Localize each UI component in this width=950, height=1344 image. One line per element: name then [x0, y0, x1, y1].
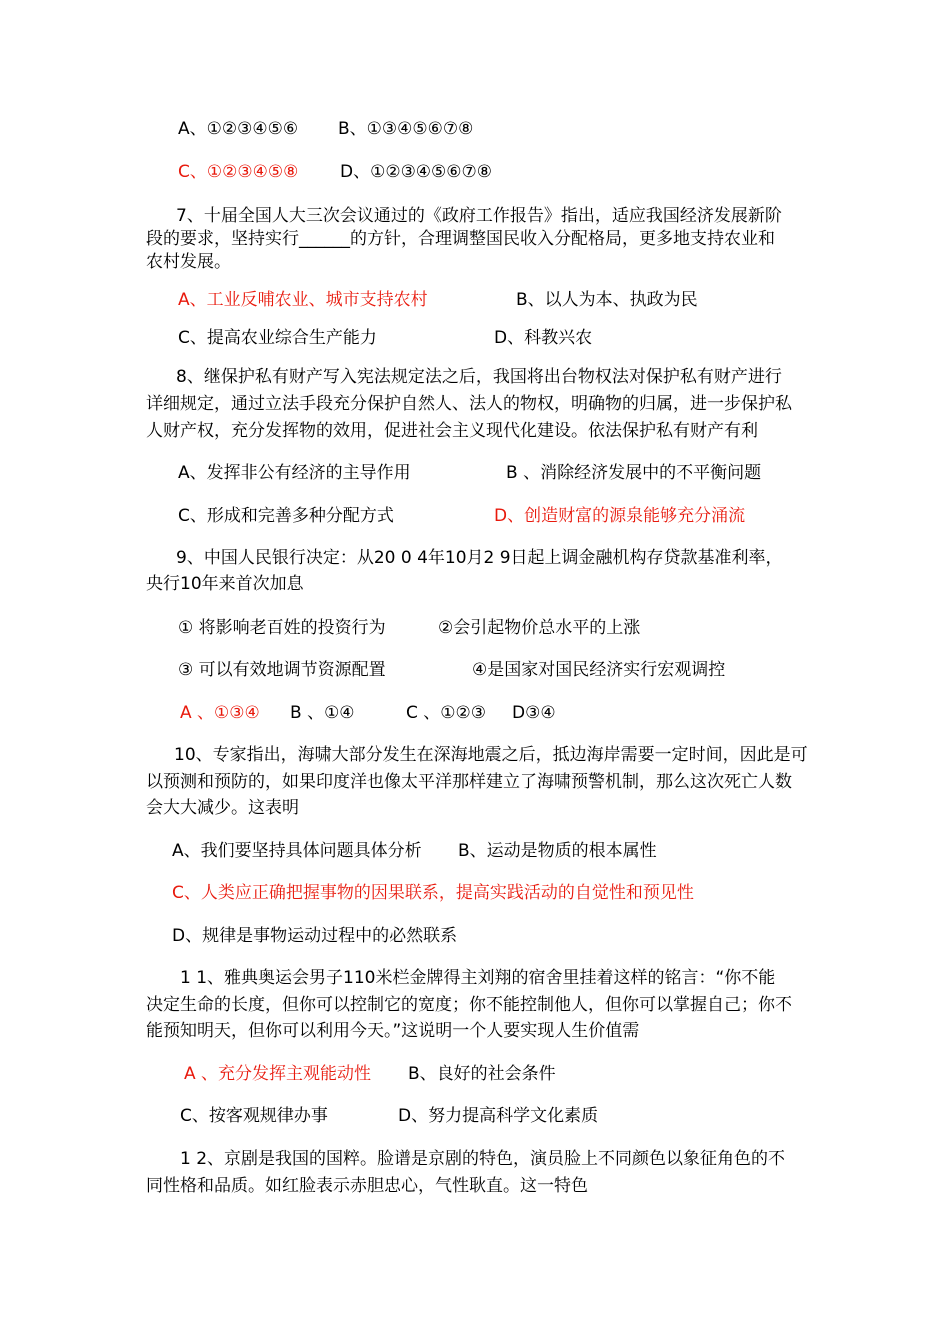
q8-stem-line3: 人财产权，充分发挥物的效用，促进社会主义现代化建设。依法保护私有财产有利 — [146, 421, 758, 441]
q9-statement-3: ③ 可以有效地调节资源配置 — [178, 660, 386, 680]
q8-stem-line2: 详细规定，通过立法手段充分保护自然人、法人的物权，明确物的归属，进一步保护私 — [146, 394, 792, 414]
q11-option-c: C、按客观规律办事 — [180, 1106, 328, 1126]
q8-option-d: D、创造财富的源泉能够充分涌流 — [494, 506, 746, 526]
q10-stem-line3: 会大大减少。这表明 — [146, 798, 299, 818]
q8-stem-line1: 8、继保护私有财产写入宪法规定法之后，我国将出台物权法对保护私有财产进行 — [176, 367, 782, 387]
q7-stem-line2: 段的要求，坚持实行______的方针，合理调整国民收入分配格局，更多地支持农业和 — [146, 229, 775, 249]
q8-option-b: B 、消除经济发展中的不平衡问题 — [506, 463, 762, 483]
q10-stem-line1: 10、专家指出，海啸大部分发生在深海地震之后，抵边海岸需要一定时间，因此是可 — [174, 745, 808, 765]
q11-stem-line1: 1 1、雅典奥运会男子110米栏金牌得主刘翔的宿舍里挂着这样的铭言：“你不能 — [180, 968, 776, 988]
q9-option-d: D③④ — [512, 703, 556, 723]
q9-stem-line1: 9、中国人民银行决定：从20 0 4年10月2 9日起上调金融机构存贷款基准利率， — [176, 548, 783, 568]
q11-stem-line2: 决定生命的长度，但你可以控制它的宽度；你不能控制他人，但你可以掌握自己；你不 — [146, 995, 792, 1015]
q9-option-a: A 、①③④ — [180, 703, 260, 723]
q7-option-a: A、工业反哺农业、城市支持农村 — [178, 290, 428, 310]
q6-option-a: A、①②③④⑤⑥ — [178, 119, 299, 139]
q10-stem-line2: 以预测和预防的，如果印度洋也像太平洋那样建立了海啸预警机制，那么这次死亡人数 — [146, 772, 792, 792]
q9-option-b: B 、①④ — [290, 703, 355, 723]
q9-statement-2: ②会引起物价总水平的上涨 — [438, 618, 641, 638]
q12-stem-line2: 同性格和品质。如红脸表示赤胆忠心，气性耿直。这一特色 — [146, 1176, 588, 1196]
q10-option-a: A、我们要坚持具体问题具体分析 — [172, 841, 422, 861]
q9-statement-4: ④是国家对国民经济实行宏观调控 — [472, 660, 726, 680]
q6-option-c: C、①②③④⑤⑧ — [178, 162, 299, 182]
q9-option-c: C 、①②③ — [406, 703, 486, 723]
q6-option-b: B、①③④⑤⑥⑦⑧ — [338, 119, 474, 139]
q7-stem-line3: 农村发展。 — [146, 252, 231, 272]
q7-option-d: D、科教兴农 — [494, 328, 593, 348]
q7-option-c: C、提高农业综合生产能力 — [178, 328, 377, 348]
q7-option-b: B、以人为本、执政为民 — [516, 290, 698, 310]
q12-stem-line1: 1 2、京剧是我国的国粹。脸谱是京剧的特色，演员脸上不同颜色以象征角色的不 — [180, 1149, 786, 1169]
q8-option-c: C、形成和完善多种分配方式 — [178, 506, 394, 526]
q11-option-a: A 、充分发挥主观能动性 — [184, 1064, 372, 1084]
q6-option-d: D、①②③④⑤⑥⑦⑧ — [340, 162, 493, 182]
q9-stem-line2: 央行10年来首次加息 — [146, 574, 304, 594]
q9-statement-1: ① 将影响老百姓的投资行为 — [178, 618, 386, 638]
q10-option-c: C、人类应正确把握事物的因果联系，提高实践活动的自觉性和预见性 — [172, 883, 694, 903]
q8-option-a: A、发挥非公有经济的主导作用 — [178, 463, 411, 483]
q11-option-d: D、努力提高科学文化素质 — [398, 1106, 599, 1126]
q10-option-d: D、规律是事物运动过程中的必然联系 — [172, 926, 458, 946]
q7-stem-line1: 7、十届全国人大三次会议通过的《政府工作报告》指出，适应我国经济发展新阶 — [176, 206, 782, 226]
q11-stem-line3: 能预知明天，但你可以利用今天。”这说明一个人要实现人生价值需 — [146, 1021, 640, 1041]
q10-option-b: B、运动是物质的根本属性 — [458, 841, 657, 861]
q11-option-b: B、良好的社会条件 — [408, 1064, 556, 1084]
